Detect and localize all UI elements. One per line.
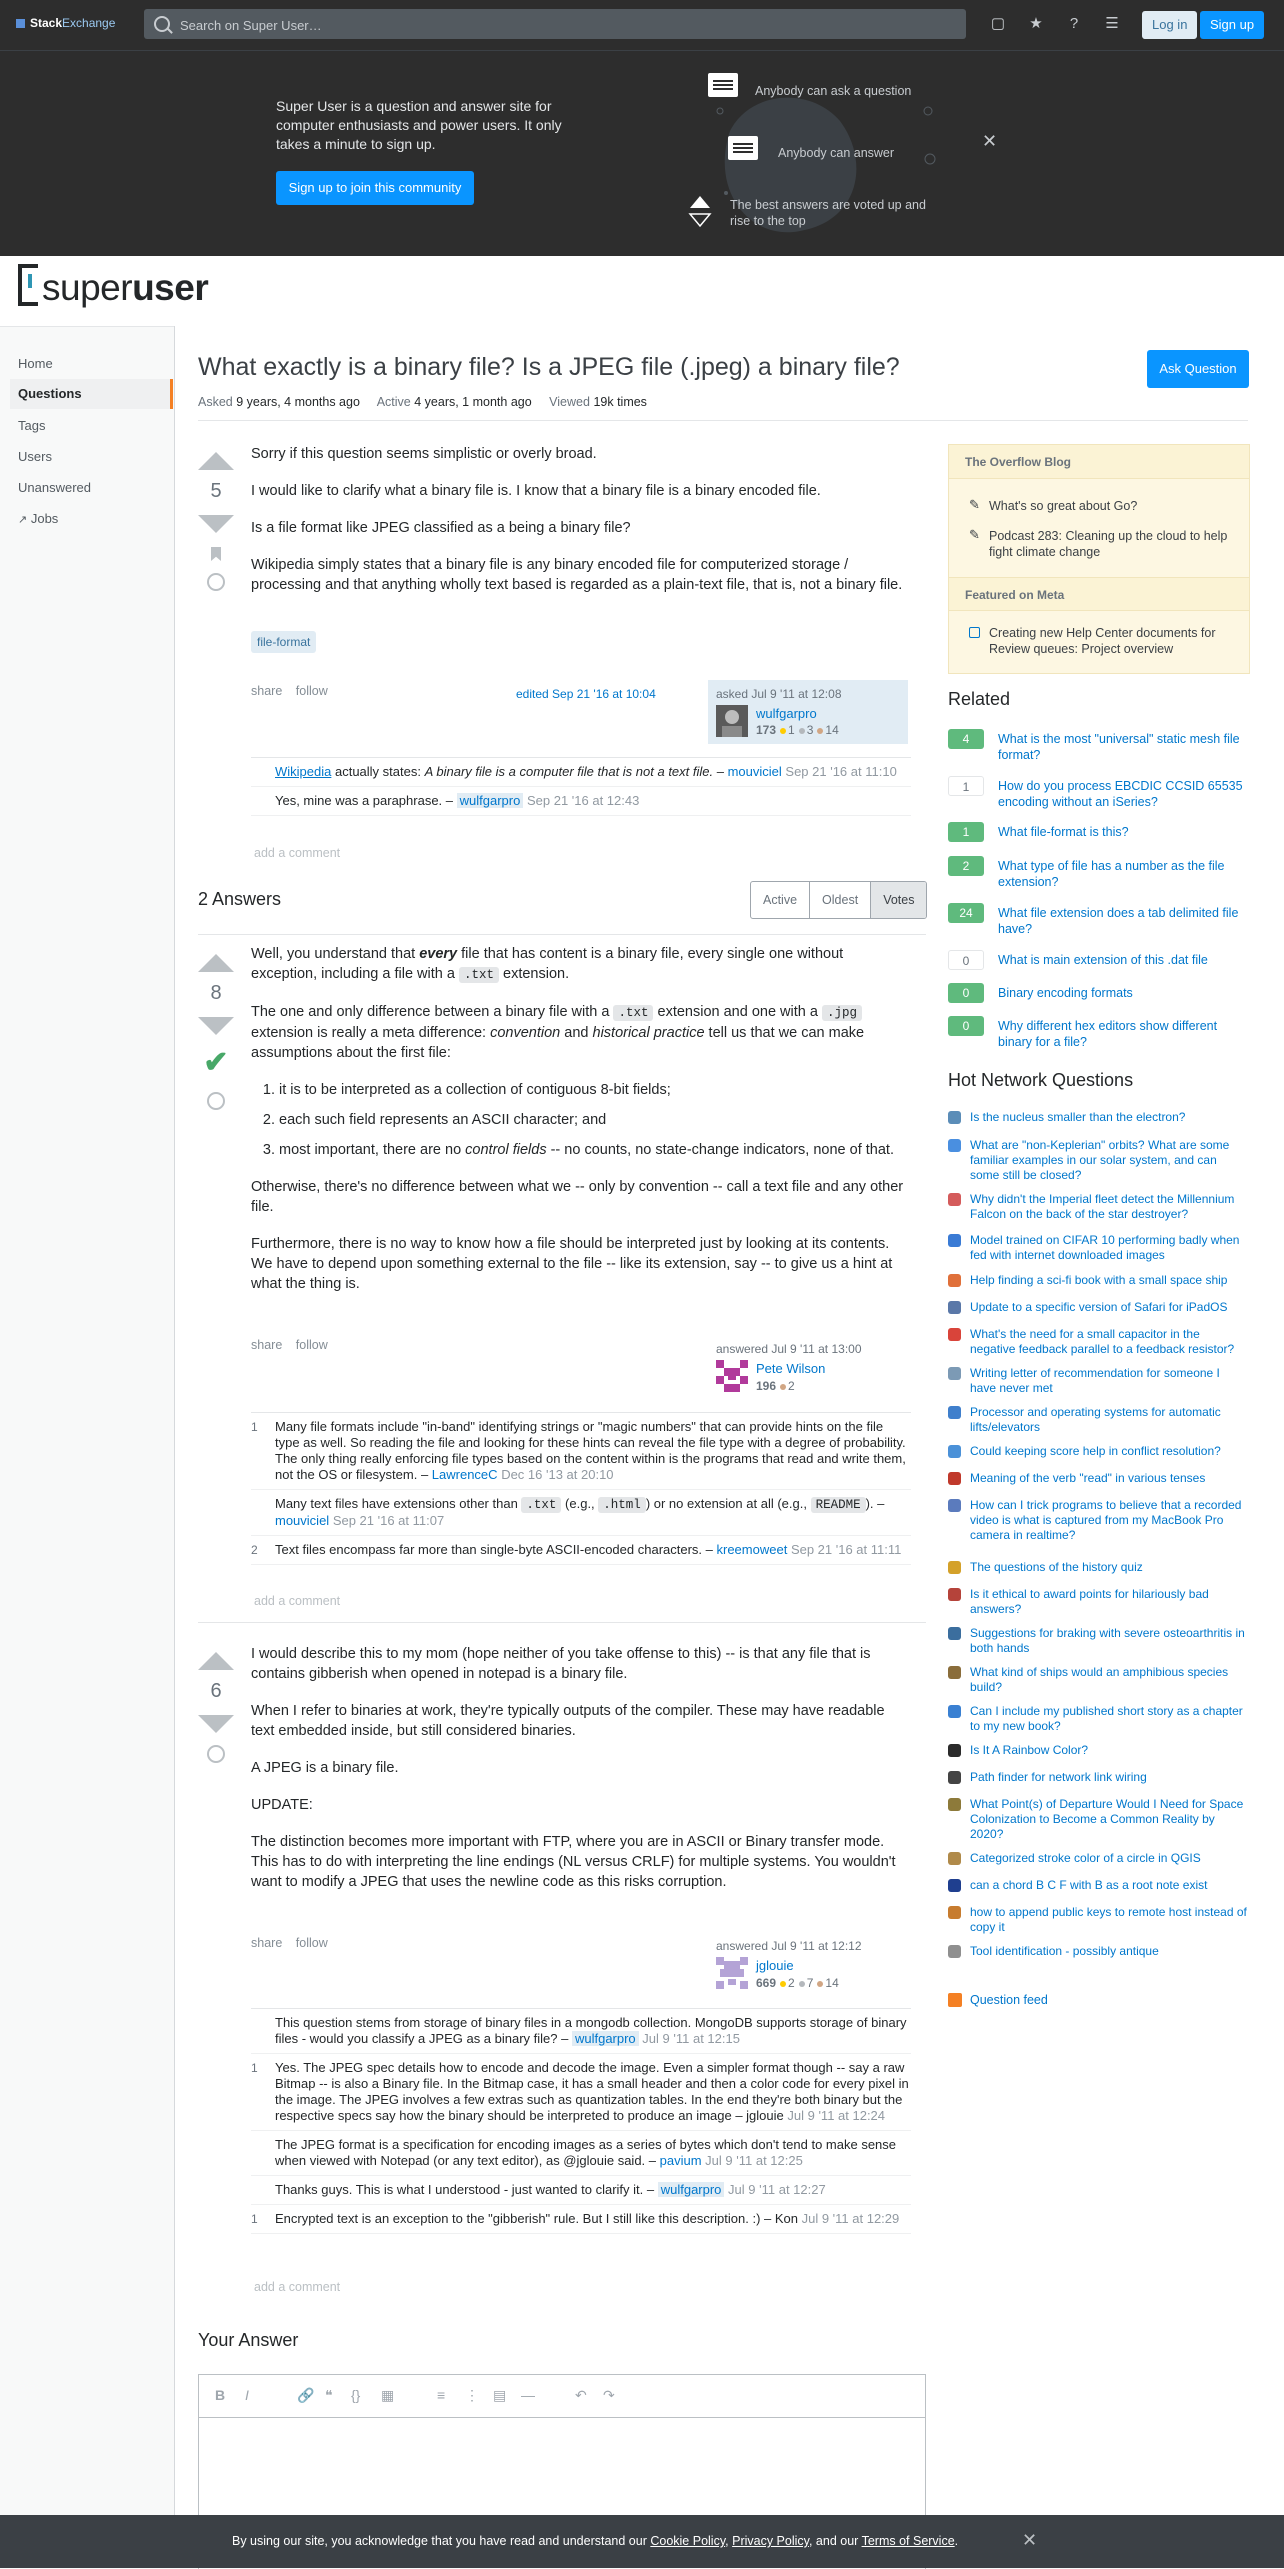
hot-question-link[interactable]: Can I include my published short story as a chapter to my new book?	[970, 1704, 1243, 1733]
bronze-badge-icon	[780, 1384, 786, 1390]
follow-link[interactable]: follow	[295, 684, 328, 698]
comment-user[interactable]: kreemoweet	[716, 1542, 788, 1557]
comment-user[interactable]: wulfgarpro	[572, 2031, 639, 2046]
terms-link[interactable]: Terms of Service	[861, 2534, 955, 2548]
hot-question-link[interactable]: What Point(s) of Departure Would I Need for Space Colonization to Become a Common Reality by 2020?	[970, 1797, 1244, 1841]
your-answer-heading: Your Answer	[198, 2330, 299, 2350]
pencil-icon: ✎	[969, 497, 980, 512]
site-favicon-icon	[948, 1906, 961, 1919]
vote-count: 8	[210, 982, 222, 1004]
hot-question-link[interactable]: how to append public keys to remote host instead of copy it	[970, 1905, 1247, 1934]
add-comment-link[interactable]: add a comment	[254, 2280, 341, 2294]
vote-count: 6	[210, 1680, 222, 1702]
ask-question-button[interactable]: Ask Question	[1147, 350, 1249, 388]
help-icon[interactable]: ?	[1069, 15, 1079, 32]
nav-users[interactable]: Users	[18, 449, 52, 464]
related-score: 0	[948, 950, 984, 970]
nav-home[interactable]: Home	[18, 356, 53, 371]
nav-questions[interactable]: Questions	[10, 379, 173, 409]
avatar[interactable]	[716, 1360, 748, 1392]
site-favicon-icon	[948, 1234, 961, 1247]
cookie-banner	[0, 2515, 1284, 2568]
comment: Thanks guys. This is what I understood - just wanted to clarify it. – wulfgarpro Jul 9 '11 at 12:27	[251, 2176, 911, 2205]
comment-user[interactable]: mouviciel	[275, 1513, 330, 1528]
site-favicon-icon	[948, 1328, 961, 1341]
superuser-logo[interactable]: superuser	[18, 264, 208, 309]
hot-question-link[interactable]: Suggestions for braking with severe osteoarthritis in both hands	[970, 1626, 1245, 1655]
tag-file-format[interactable]: file-format	[251, 631, 316, 653]
site-favicon-icon	[948, 1139, 961, 1152]
answer-comments	[251, 1412, 911, 1565]
undo-icon[interactable]: ↶	[575, 2387, 587, 2403]
site-favicon-icon	[948, 1588, 961, 1601]
horizontal-rule-icon[interactable]: —	[521, 2387, 535, 2403]
related-score: 1	[948, 776, 984, 796]
top-bar	[0, 0, 1284, 50]
view-count: 19k times	[593, 395, 647, 409]
comment: The JPEG format is a specification for encoding images as a series of bytes which don't tend to make sense when viewed with Notepad (or any text editor), as @jglouie said. – pavium Jul 9 '11 at 12:25	[251, 2131, 911, 2176]
vote-arrows-icon	[688, 194, 712, 228]
comment: Many text files have extensions other than .txt (e.g., .html ) or no extension at all (e.g., README ). – mouviciel Sep 21 '16 at 11:07	[251, 1490, 911, 1536]
inbox-icon[interactable]: ▢	[990, 15, 1006, 32]
related-score: 0	[948, 983, 984, 1003]
avatar[interactable]	[716, 1957, 748, 1989]
answered-signature-date: answered Jul 9 '11 at 13:00	[716, 1342, 862, 1356]
site-favicon-icon	[948, 1406, 961, 1419]
related-link[interactable]: What is main extension of this .dat file	[998, 953, 1208, 967]
external-link-icon: ↗	[18, 514, 28, 526]
answer-body: I would describe this to my mom (hope neither of you take offense to this) -- is that any file that is contains gibberish when opened in notepad is a binary file. When I refer to binaries at work, they're typically outputs of the compiler. These may have readable text embedded inside, but still considered binaries. A JPEG is a binary file. UPDATE: The distinction becomes more important with FTP, where you are in ASCII or Binary transfer mode. This has to do with interpreting the line endings (NL versus CRLF) for multiple systems. You wouldn't want to modify a JPEG that uses the newline code as this risks corruption.	[251, 1646, 896, 1890]
upvote-button[interactable]	[198, 452, 234, 470]
hero-item-answer: Anybody can answer	[778, 146, 895, 160]
downvote-button[interactable]	[198, 1017, 234, 1035]
edited-link[interactable]: edited Sep 21 '16 at 10:04	[516, 687, 656, 701]
related-score: 1	[948, 822, 984, 842]
history-icon[interactable]	[207, 1092, 225, 1110]
history-icon[interactable]	[207, 1745, 225, 1763]
site-favicon-icon	[948, 1945, 961, 1958]
question-body: Sorry if this question seems simplistic or overly broad. I would like to clarify what a binary file is. I know that a binary file is a binary encoded file. Is a file format like JPEG classified as a being a binary file? Wikipedia simply states that a binary file is any binary encoded file for computerized storage / processing and that anything wholly text based is regarded as a plain-text file, that is, not a binary file.	[251, 446, 903, 593]
site-favicon-icon	[948, 1472, 961, 1485]
related-score: 2	[948, 856, 984, 876]
question-meta: Asked 9 years, 4 months ago Active 4 years, 1 month ago Viewed 19k times	[198, 395, 647, 409]
comment-user[interactable]: mouviciel	[727, 764, 782, 779]
blog-item[interactable]: Podcast 283: Cleaning up the cloud to help fight climate change	[989, 529, 1228, 559]
site-favicon-icon	[948, 1627, 961, 1640]
sort-active-tab[interactable]: Active	[751, 882, 810, 918]
answer-vote-cell	[196, 1652, 236, 1763]
hot-question-link[interactable]: Model trained on CIFAR 10 performing badly when fed with internet downloaded images	[970, 1233, 1240, 1262]
join-community-button[interactable]: Sign up to join this community	[276, 171, 474, 205]
stackexchange-logo[interactable]: StackExchange	[16, 16, 115, 30]
add-comment-link[interactable]: add a comment	[254, 1594, 341, 1608]
upvote-button[interactable]	[198, 954, 234, 972]
user-name-link[interactable]: Pete Wilson	[756, 1361, 826, 1376]
image-icon[interactable]: ▦	[381, 2387, 395, 2403]
hero-item-ask: Anybody can ask a question	[755, 84, 912, 98]
share-link[interactable]: share	[251, 1338, 283, 1352]
active-date[interactable]: 4 years, 1 month ago	[414, 395, 532, 409]
hero-item-voting: The best answers are voted up and rise to the top	[730, 198, 926, 228]
hero-description: Super User is a question and answer site for computer enthusiasts and power users. It only takes a minute to sign up.	[276, 98, 562, 152]
site-favicon-icon	[948, 1111, 961, 1124]
pencil-icon: ✎	[969, 527, 980, 542]
site-favicon-icon	[948, 1879, 961, 1892]
related-link[interactable]: What file extension does a tab delimited file have?	[998, 906, 1239, 936]
divider	[198, 1622, 926, 1623]
superuser-logo-icon	[18, 264, 38, 306]
comment: Yes, mine was a paraphrase. – wulfgarpro Sep 21 '16 at 12:43	[251, 787, 911, 816]
hot-question-link[interactable]: Categorized stroke color of a circle in QGIS	[970, 1851, 1201, 1865]
search-box[interactable]	[144, 9, 966, 39]
hot-network-heading: Hot Network Questions	[948, 1070, 1134, 1090]
site-favicon-icon	[948, 1367, 961, 1380]
site-favicon-icon	[948, 1705, 961, 1718]
share-link[interactable]: share	[251, 684, 283, 698]
site-favicon-icon	[948, 1445, 961, 1458]
sort-votes-tab[interactable]: Votes	[871, 882, 926, 918]
user-reputation: 173 1 3 14	[756, 723, 839, 737]
divider	[198, 420, 1248, 421]
site-favicon-icon	[948, 1301, 961, 1314]
italic-icon[interactable]: I	[245, 2387, 249, 2403]
silver-badge-icon	[799, 1981, 805, 1987]
privacy-policy-link[interactable]: Privacy Policy	[732, 2534, 809, 2548]
comment-user[interactable]: pavium	[659, 2153, 702, 2168]
redo-icon[interactable]: ↷	[603, 2387, 615, 2403]
user-reputation: 196 2	[756, 1379, 795, 1393]
signup-hero	[0, 50, 1284, 256]
question-vote-cell	[196, 452, 236, 591]
site-favicon-icon	[948, 1798, 961, 1811]
site-favicon-icon	[948, 1193, 961, 1206]
answer-post-menu	[251, 1936, 338, 1950]
rss-icon	[948, 1993, 962, 2007]
related-link[interactable]: What file-format is this?	[998, 825, 1129, 839]
stackexchange-icon	[16, 19, 25, 28]
hot-question-link[interactable]: Writing letter of recommendation for someone I have never met	[970, 1366, 1220, 1395]
bronze-badge-icon	[817, 1981, 823, 1987]
answer-list: 1. it is to be interpreted as a collection of contiguous 8-bit fields; 2. each such field represents an ASCII character; and 3. most important, there are no control fields -- no counts, no state-change indicators, none of that.	[251, 1080, 911, 1160]
hot-question-link[interactable]: Meaning of the verb "read" in various tenses	[970, 1471, 1206, 1485]
vote-count: 5	[210, 480, 222, 502]
hot-question-link[interactable]: Tool identification - possibly antique	[970, 1944, 1159, 1958]
meta-item[interactable]: Creating new Help Center documents for Review queues: Project overview	[989, 626, 1216, 656]
site-favicon-icon	[948, 1852, 961, 1865]
avatar[interactable]	[716, 705, 748, 737]
answered-signature-date: answered Jul 9 '11 at 12:12	[716, 1939, 862, 1953]
question-title[interactable]: What exactly is a binary file? Is a JPEG file (.jpeg) a binary file?	[198, 353, 900, 381]
answer-icon	[728, 136, 758, 160]
comment: 1 Yes. The JPEG spec details how to encode and decode the image. Even a simpler format though -- say a raw Bitmap -- is also a Binary file. In the Bitmap case, it has a small header and then a color code for every pixel in the image. The JPEG involves a few extras such as quantization tables. In the end they're both binary but the respective specs say how the binary should be interpreted to produce an image – jglouie Jul 9 '11 at 12:24	[251, 2054, 911, 2131]
related-link[interactable]: How do you process EBCDIC CCSID 65535 encoding without an iSeries?	[998, 779, 1243, 809]
hot-question-link[interactable]: What's the need for a small capacitor in the negative feedback parallel to a feedback resistor?	[970, 1327, 1235, 1356]
cookie-policy-link[interactable]: Cookie Policy	[650, 2534, 726, 2548]
hot-question-link[interactable]: How can I trick programs to believe that a recorded video is what is captured from my MacBook Pro camera in realtime?	[970, 1498, 1242, 1542]
question-post-menu	[251, 684, 338, 698]
asked-date: 9 years, 4 months ago	[236, 395, 360, 409]
meta-icon	[969, 627, 980, 638]
site-favicon-icon	[948, 1274, 961, 1287]
hot-question-link[interactable]: Could keeping score help in conflict resolution?	[970, 1444, 1221, 1458]
login-button[interactable]: Log in	[1142, 11, 1197, 39]
site-favicon-icon	[948, 1561, 961, 1574]
add-comment-link[interactable]: add a comment	[254, 846, 341, 860]
hot-question-link[interactable]: Why didn't the Imperial fleet detect the Millennium Falcon on the back of the star destroyer?	[970, 1192, 1235, 1221]
hot-question-link[interactable]: Path finder for network link wiring	[970, 1770, 1147, 1784]
site-favicon-icon	[948, 1666, 961, 1679]
answer-comments	[251, 2008, 911, 2234]
quote-icon[interactable]: ❝	[325, 2387, 333, 2403]
comment-link[interactable]: Wikipedia	[275, 764, 332, 779]
related-score: 4	[948, 729, 984, 749]
follow-link[interactable]: follow	[295, 1338, 328, 1352]
bold-icon[interactable]: B	[215, 2387, 226, 2403]
follow-link[interactable]: follow	[295, 1936, 328, 1950]
comment-score: 2	[251, 1543, 258, 1557]
answers-count-header: 2 Answers	[198, 889, 282, 909]
bulleted-list-icon[interactable]: ⋮	[465, 2387, 479, 2403]
comment: 1 Encrypted text is an exception to the "gibberish" rule. But I still like this description. :) – Kon Jul 9 '11 at 12:29	[251, 2205, 911, 2234]
hot-question-link[interactable]: What kind of ships would an amphibious species build?	[970, 1665, 1229, 1694]
related-heading: Related	[948, 689, 1011, 709]
comment-score: 1	[251, 2212, 258, 2226]
downvote-button[interactable]	[198, 1715, 234, 1733]
site-favicon-icon	[948, 1744, 961, 1757]
related-score: 24	[948, 903, 984, 923]
hot-question-link[interactable]: Update to a specific version of Safari for iPadOS	[970, 1300, 1228, 1314]
history-icon[interactable]	[207, 573, 225, 591]
sort-oldest-tab[interactable]: Oldest	[810, 882, 871, 918]
bookmark-icon[interactable]	[211, 547, 221, 561]
answer-body: Well, you understand that every file that has content is a binary file, every single one without exception, including a file with a .txt extension. The one and only difference between a binary file with a .txt extension and one with a .jpg extension is really a meta difference: convention and historical practice tell us that we can make assumptions about the first file: 1. it is to be interpreted as a collection of contiguous 8-bit fields; 2. each such field represents an ASCII character; and 3. most important, there are no control fields -- no counts, no state-change indicators, none of that. Otherwise, there's no difference between what we -- only by convention -- call a text file and any other file. Furthermore, there is no way to know how a file should be interpreted just by looking at its contents. We have to depend upon something external to the file -- like its extension, say -- to give us a hint at what the thing is.	[251, 944, 911, 1311]
site-favicon-icon	[948, 1771, 961, 1784]
silver-badge-icon	[799, 728, 805, 734]
bronze-badge-icon	[817, 728, 823, 734]
user-reputation: 669 2 7 14	[756, 1976, 839, 1990]
downvote-button[interactable]	[198, 515, 234, 533]
user-name-link[interactable]: jglouie	[756, 1958, 794, 1973]
accepted-checkmark-icon: ✔	[203, 1046, 229, 1079]
related-link[interactable]: What type of file has a number as the file extension?	[998, 859, 1225, 889]
answer-post-menu	[251, 1338, 338, 1352]
user-name-link[interactable]: wulfgarpro	[756, 706, 817, 721]
hot-question-link[interactable]: Processor and operating systems for automatic lifts/elevators	[970, 1405, 1221, 1434]
comment: Wikipedia actually states: A binary file is a computer file that is not a text file. – mouviciel Sep 21 '16 at 11:10	[251, 758, 911, 787]
comment-user[interactable]: wulfgarpro	[658, 2182, 725, 2197]
comment-score: 1	[251, 1420, 258, 1434]
signup-button[interactable]: Sign up	[1200, 11, 1264, 39]
hot-question-link[interactable]: Is It A Rainbow Color?	[970, 1743, 1089, 1757]
related-link[interactable]: Binary encoding formats	[998, 986, 1133, 1000]
hot-question-link[interactable]: Is the nucleus smaller than the electron?	[970, 1110, 1186, 1124]
hot-question-link[interactable]: can a chord B C F with B as a root note exist	[970, 1878, 1208, 1892]
hot-question-link[interactable]: Is it ethical to award points for hilariously bad answers?	[970, 1587, 1209, 1616]
comment: This question stems from storage of binary files in a mongodb collection. MongoDB supports storage of binary files - would you classify a JPEG as a binary file? – wulfgarpro Jul 9 '11 at 12:15	[251, 2009, 911, 2054]
related-link[interactable]: Why different hex editors show different binary for a file?	[998, 1019, 1218, 1049]
nav-jobs[interactable]: ↗ Jobs	[18, 511, 59, 526]
cookie-text: By using our site, you acknowledge that you have read and understand our Cookie Policy, Privacy Policy, and our Terms of Service.	[232, 2534, 959, 2548]
answer-sort-tabs	[750, 881, 927, 919]
code-icon[interactable]: {}	[351, 2387, 361, 2403]
comment-user[interactable]: LawrenceC	[431, 1467, 498, 1482]
ask-question-icon	[708, 73, 738, 97]
divider	[198, 934, 926, 935]
gold-badge-icon	[780, 1981, 786, 1987]
related-score: 0	[948, 1016, 984, 1036]
blog-heading: The Overflow Blog	[949, 445, 1249, 479]
answer-vote-cell	[196, 954, 236, 1110]
numbered-list-icon[interactable]: ≡	[437, 2387, 446, 2403]
hot-question-link[interactable]: The questions of the history quiz	[970, 1560, 1143, 1574]
editor-toolbar	[199, 2375, 925, 2418]
upvote-button[interactable]	[198, 1652, 234, 1670]
nav-unanswered[interactable]: Unanswered	[18, 480, 91, 495]
share-link[interactable]: share	[251, 1936, 283, 1950]
hot-question-link[interactable]: Help finding a sci-fi book with a small space ship	[970, 1273, 1228, 1287]
comment-score: 1	[251, 2061, 258, 2075]
trophy-icon[interactable]: ★	[1029, 15, 1043, 32]
link-icon[interactable]: 🔗	[297, 2387, 315, 2403]
asked-signature-date: asked Jul 9 '11 at 12:08	[716, 687, 842, 701]
overflow-blog-widget	[948, 444, 1250, 674]
question-comments	[251, 757, 911, 816]
search-input[interactable]	[178, 13, 942, 37]
site-switcher-icon[interactable]: ☰	[1105, 15, 1119, 32]
comment: 1 Many file formats include "in-band" identifying strings or "magic numbers" that can provide hints on the file type as well. So reading the file and looking for these hints can reveal the file type with a degree of probability. The only thing really enforcing file types based on the content within is the programs that read and write them, not the OS or filesystem. – LawrenceC Dec 16 '13 at 20:10	[251, 1413, 911, 1490]
hot-question-link[interactable]: What are "non-Keplerian" orbits? What are some familiar examples in our solar system, and can some still be closed?	[970, 1138, 1230, 1182]
gold-badge-icon	[780, 728, 786, 734]
meta-heading: Featured on Meta	[949, 577, 1249, 611]
blog-item[interactable]: What's so great about Go?	[989, 499, 1138, 513]
close-icon[interactable]: ✕	[1022, 2530, 1038, 2550]
search-icon	[154, 16, 170, 32]
question-feed-link[interactable]: Question feed	[948, 1993, 1048, 2007]
related-link[interactable]: What is the most "universal" static mesh file format?	[998, 732, 1240, 762]
comment-user[interactable]: wulfgarpro	[457, 793, 524, 808]
comment: 2 Text files encompass far more than single-byte ASCII-encoded characters. – kreemoweet Sep 21 '16 at 11:11	[251, 1536, 911, 1565]
close-icon[interactable]: ✕	[982, 131, 998, 151]
nav-tags[interactable]: Tags	[18, 418, 46, 433]
site-favicon-icon	[948, 1499, 961, 1512]
heading-icon[interactable]: ▤	[493, 2387, 507, 2403]
